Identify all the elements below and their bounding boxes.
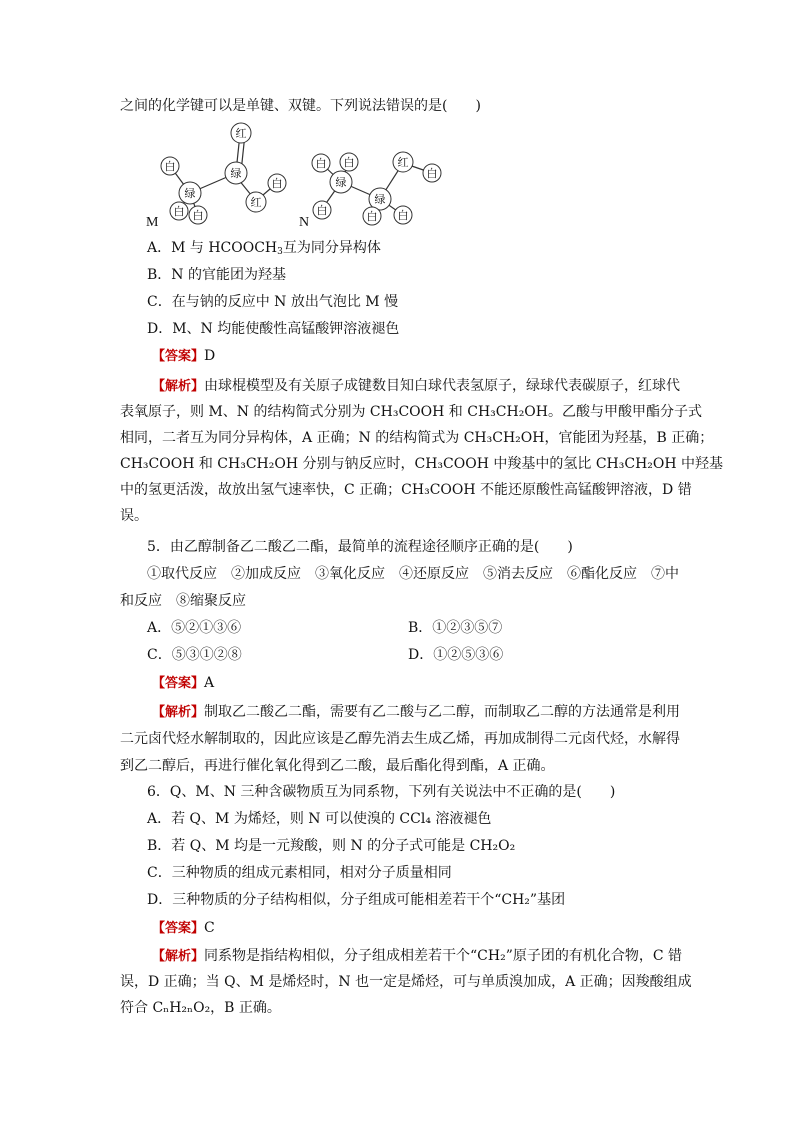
svg-text:红: 红: [235, 127, 247, 140]
atom-green: [225, 162, 247, 184]
q6-option-b: B．若 Q、M 均是一元羧酸，则 N 的分子式可能是 CH₂O₂: [147, 838, 516, 854]
svg-text:红: 红: [397, 156, 409, 169]
svg-text:红: 红: [250, 196, 262, 209]
q6-answer: 【答案】C: [152, 920, 215, 936]
q4-analysis-line: 误。: [120, 508, 148, 524]
atom-white: [340, 153, 358, 171]
atom-white: [312, 154, 330, 172]
label-m: M: [146, 215, 159, 230]
q4-answer: 【答案】D: [152, 348, 216, 364]
q4-analysis-line: 中的氢更活泼，故放出氢气速率快，C 正确；CH₃COOH 不能还原酸性高锰酸钾溶液，D 错: [120, 482, 692, 498]
ball-stick-models: [0, 0, 794, 240]
q6-analysis-line: 符合 CₙH₂ₙO₂，B 正确。: [120, 1000, 281, 1016]
atom-green: [179, 182, 201, 204]
q4-option-c: C．在与钠的反应中 N 放出气泡比 M 慢: [147, 294, 399, 310]
q4-analysis-line: 相同，二者互为同分异构体，A 正确；N 的结构简式为 CH₃CH₂OH，官能团为羟基，B 正确；: [120, 430, 714, 446]
svg-text:白: 白: [173, 205, 185, 218]
q6-option-c: C．三种物质的组成元素相同，相对分子质量相同: [147, 865, 452, 881]
q5-analysis-line: 【解析】制取乙二酸乙二酯，需要有乙二酸与乙二醇，而制取乙二醇的方法通常是利用: [152, 704, 681, 720]
q5-stem: 5．由乙醇制备乙二酸乙二酯，最简单的流程途径顺序正确的是( ): [147, 539, 573, 555]
q6-analysis-line: 【解析】同系物是指结构相似，分子组成相差若干个“CH₂”原子团的有机化合物，C 错: [152, 948, 683, 964]
svg-text:白: 白: [192, 209, 204, 222]
atom-white: [170, 202, 188, 220]
q5-option-d: D．①②⑤③⑥: [408, 647, 504, 663]
atom-white: [268, 174, 286, 192]
q5-analysis-line: 二元卤代烃水解制取的，因此应该是乙醇先消去生成乙烯，再加成制得二元卤代烃，水解得: [120, 731, 680, 747]
atom-white: [394, 206, 412, 224]
atom-white: [363, 207, 381, 225]
svg-text:白: 白: [366, 210, 378, 223]
atom-white: [423, 164, 441, 182]
atom-white: [313, 201, 331, 219]
q5-option-b: B．①②③⑤⑦: [408, 620, 503, 636]
q4-analysis-line: 【解析】由球棍模型及有关原子成键数目知白球代表氢原子，绿球代表碳原子，红球代: [152, 378, 681, 394]
q5-analysis-line: 到乙二醇后，再进行催化氧化得到乙二酸，最后酯化得到酯，A 正确。: [120, 758, 555, 774]
q4-analysis-line: 表氧原子，则 M、N 的结构简式分别为 CH₃COOH 和 CH₃CH₂OH。乙酸与甲酸甲酯分子式: [120, 404, 702, 420]
atom-white: [161, 157, 179, 175]
q5-option-a: A．⑤②①③⑥: [147, 620, 242, 636]
q4-option-d: D．M、N 均能使酸性高锰酸钾溶液褪色: [147, 321, 400, 337]
q5-answer: 【答案】A: [152, 675, 215, 691]
q5-option-c: C．⑤③①②⑧: [147, 647, 242, 663]
q6-analysis-line: 误，D 正确；当 Q、M 是烯烃时，N 也一定是烯烃，可与单质溴加成，A 正确；因羧酸组成: [120, 974, 692, 990]
label-n: N: [299, 215, 310, 230]
svg-text:绿: 绿: [230, 167, 242, 180]
svg-text:白: 白: [343, 156, 355, 169]
q4-option-b: B．N 的官能团为羟基: [147, 267, 286, 283]
atom-white: [189, 206, 207, 224]
svg-text:绿: 绿: [335, 176, 347, 189]
svg-text:白: 白: [397, 209, 409, 222]
q6-option-a: A．若 Q、M 为烯烃，则 N 可以使溴的 CCl₄ 溶液褪色: [147, 811, 492, 827]
svg-text:白: 白: [426, 167, 438, 180]
atom-red: [231, 123, 251, 143]
svg-text:白: 白: [271, 177, 283, 190]
atom-green: [330, 171, 352, 193]
svg-text:白: 白: [316, 204, 328, 217]
q5-reactions: ①取代反应 ②加成反应 ③氧化反应 ④还原反应 ⑤消去反应 ⑥酯化反应 ⑦中: [147, 566, 679, 582]
q6-stem: 6．Q、M、N 三种含碳物质互为同系物，下列有关说法中不正确的是( ): [147, 784, 616, 800]
atom-red: [393, 152, 413, 172]
q6-option-d: D．三种物质的分子结构相似，分子组成可能相差若干个“CH₂”基团: [147, 892, 566, 908]
q4-analysis-line: CH₃COOH 和 CH₃CH₂OH 分别与钠反应时，CH₃COOH 中羧基中的氢比 CH₃CH₂OH 中羟基: [120, 456, 724, 472]
svg-text:白: 白: [164, 160, 176, 173]
q4-stem-tail: 之间的化学键可以是单键、双键。下列说法错误的是( ): [120, 98, 481, 114]
svg-text:白: 白: [315, 157, 327, 170]
atom-red: [246, 192, 266, 212]
q5-reactions: 和反应 ⑧缩聚反应: [120, 593, 246, 609]
svg-text:绿: 绿: [374, 193, 386, 206]
q4-option-a: A．M 与 $HCOOCH_3$互为同分异构体: [147, 240, 381, 257]
svg-text:绿: 绿: [184, 187, 196, 200]
